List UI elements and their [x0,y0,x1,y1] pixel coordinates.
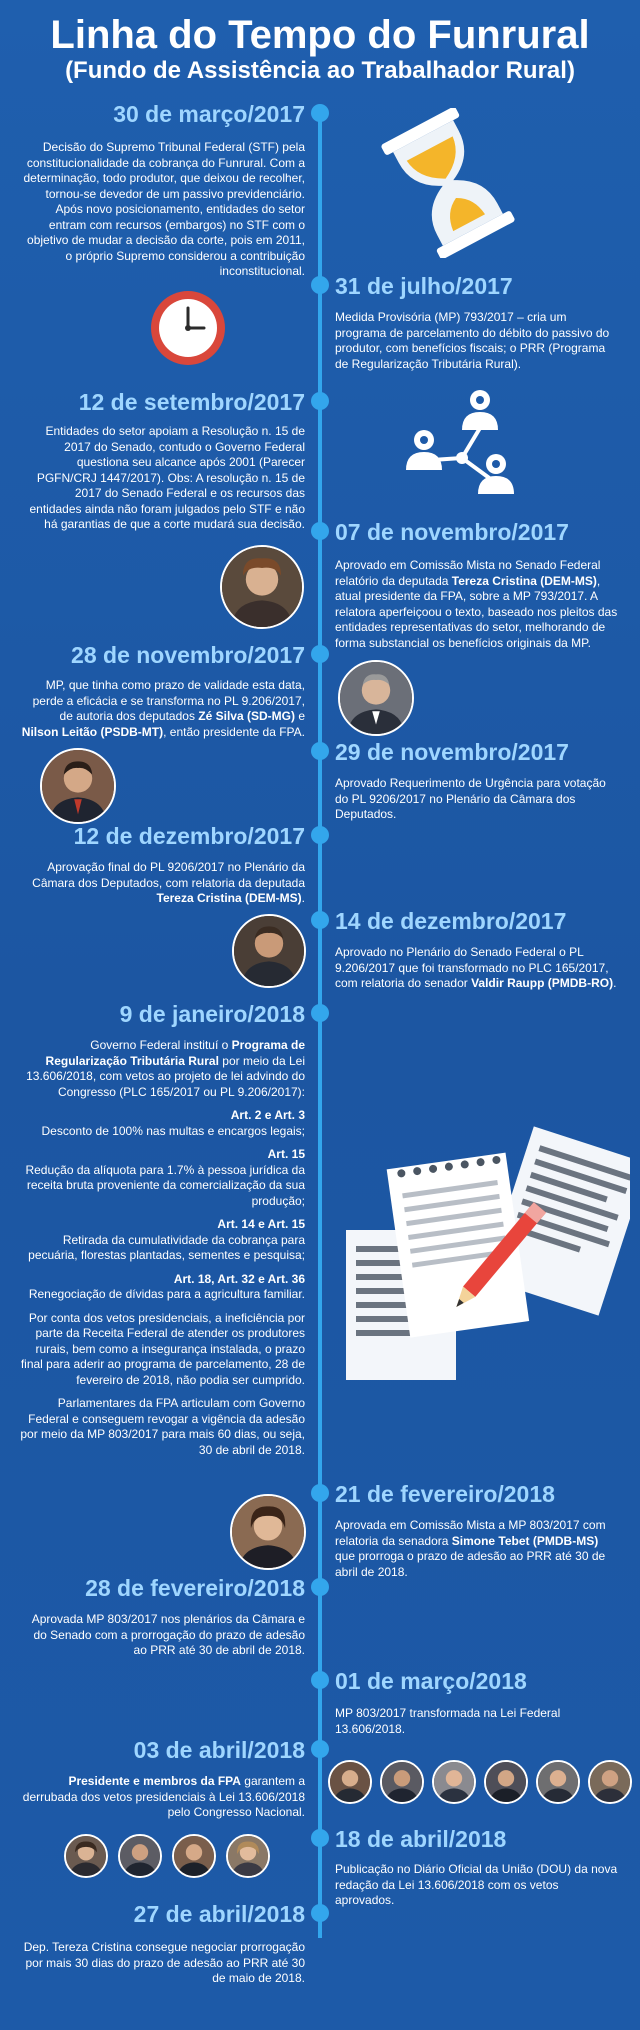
person-photo-avatar [118,1834,162,1878]
hourglass-icon [378,108,518,258]
person-photo-avatar [230,1494,306,1570]
person-photo-avatar [328,1760,372,1804]
article-title: Art. 2 e Art. 3 [230,1108,305,1122]
article-title: Art. 18, Art. 32 e Art. 36 [173,1271,305,1286]
article-text: Renegociação de dívidas para a agricultura familiar. [28,1287,305,1301]
article-text: Retirada da cumulatividade da cobrança para pecuária, florestas plantadas, sementes e pesquisa; [28,1232,305,1262]
paragraph: Por conta dos vetos presidenciais, a ineficiência por parte da Receita Federal de atender os produtores rurais, bem como a insegurança instalada, o prazo final para aderir ao programa de parcelamento, 28 de fevereiro de 2018, não podia ser cumprido. [20,1310,305,1387]
timeline-axis [318,108,322,1938]
timeline-dot [311,1484,329,1502]
event-date: 29 de novembro/2017 [335,739,569,765]
person-photo-avatar [588,1760,632,1804]
article-title: Art. 14 e Art. 15 [217,1217,305,1231]
event-date: 12 de dezembro/2017 [73,823,305,849]
event-text: Medida Provisória (MP) 793/2017 – cria um programa de parcelamento do débito do passivo do produtor, com benefícios fiscais; o PRR (Programa de Regularização Tributária Rural). [335,310,610,371]
timeline-dot [311,276,329,294]
timeline-dot [311,742,329,760]
event-date: 28 de fevereiro/2018 [85,1575,305,1601]
timeline-dot [311,1004,329,1022]
person-photo-avatar [432,1760,476,1804]
person-photo-avatar [484,1760,528,1804]
event-date: 01 de março/2018 [335,1668,527,1694]
event-text: Aprovada em Comissão Mista a MP 803/2017 com relatoria da senadora Simone Tebet (PMDB-MS) que prorroga o prazo de adesão ao PRR até 30 de abril de 2018. [335,1518,606,1579]
network-icon [392,380,532,510]
article-title: Art. 15 [267,1147,305,1161]
event-date: 07 de novembro/2017 [335,519,569,545]
person-photo-avatar [64,1834,108,1878]
event-date: 14 de dezembro/2017 [335,908,567,934]
event-date: 30 de março/2017 [113,101,305,127]
person-photo-avatar [40,748,116,824]
paragraph: Parlamentares da FPA articulam com Governo Federal e conseguem revogar a vigência da adesão por meio da MP 803/2017 para mais 60 dias, ou seja, 30 de abril de 2018. [20,1396,305,1457]
person-photo-avatar [172,1834,216,1878]
timeline-dot [311,392,329,410]
event-text: Entidades do setor apoiam a Resolução n. 15 de 2017 do Senado, contudo o Governo Federal questiona seu alcance após 2001 (Parecer PGFN/CRJ 1447/2017). Obs: A resolução n. 15 de 2017 do Senado Federal e os recursos das entidades ainda não foram julgados pelo STF e não há garantias de que a corte mudará sua decisão. [29,424,305,531]
timeline-dot [311,1578,329,1596]
event-date: 28 de novembro/2017 [71,642,305,668]
event-text: Decisão do Supremo Tribunal Federal (STF) pela constitucionalidade da cobrança do Funrural. Com a determinação, todo produtor, que deixou de recolher, tornou-se devedor de um passivo previdenciário. Após novo posicionamento, entidades do setor entram com recursos (embargos) no STF com o objetivo de mudar a decisão da corte, pois em 2011, o próprio Supremo considerou a contribuição inconstitucional. [23,140,305,278]
event-date: 21 de fevereiro/2018 [335,1481,555,1507]
event-text: Aprovação final do PL 9206/2017 no Plenário da Câmara dos Deputados, com relatoria da deputada Tereza Cristina (DEM-MS). [32,860,305,905]
event-text: Dep. Tereza Cristina consegue negociar prorrogação por mais 30 dias do prazo de adesão ao PRR até 30 de maio de 2018. [23,1940,305,1985]
event-date: 12 de setembro/2017 [78,389,305,415]
page-title: Linha do Tempo do Funrural [50,13,590,57]
timeline-dot [311,1740,329,1758]
timeline-dot [311,911,329,929]
person-photo-avatar [220,545,304,629]
timeline-dot [311,1829,329,1847]
event-date: 9 de janeiro/2018 [119,1001,305,1027]
timeline-dot [311,522,329,540]
event-text: Aprovado Requerimento de Urgência para votação do PL 9206/2017 no Plenário da Câmara dos Deputados. [335,776,606,821]
event-text: Aprovado em Comissão Mista no Senado Federal relatório da deputada Tereza Cristina (DEM-MS), atual presidente da FPA, sobre a MP 793/2017. A relatora aperfeiçoou o texto, baseado nos pleitos das entidades representativas do setor, melhorando de forma substancial os benefícios originais da MP. [335,558,618,650]
article-text: Desconto de 100% nas multas e encargos legais; [41,1123,305,1138]
event-text: Publicação no Diário Oficial da União (DOU) da nova redação da Lei 13.606/2018 com os vetos aprovados. [335,1862,618,1907]
event-text: MP, que tinha como prazo de validade esta data, perde a eficácia e se transforma no PL 9.206/2017, de autoria dos deputados Zé Silva (SD-MG) e Nilson Leitão (PSDB-MT), então presidente da FPA. [21,678,305,739]
event-text: Aprovado no Plenário do Senado Federal o PL 9.206/2017 que foi transformado no PLC 165/2017, com relatoria do senador Valdir Raupp (PMDB-RO). [335,945,617,990]
event-text: MP 803/2017 transformada na Lei Federal 13.606/2018. [335,1706,561,1736]
person-photo-avatar [226,1834,270,1878]
person-photo-avatar [380,1760,424,1804]
event-date: 27 de abril/2018 [133,1901,305,1927]
event-date: 18 de abril/2018 [335,1826,507,1852]
timeline-dot [311,1671,329,1689]
article-text: Redução da alíquota para 1.7% à pessoa jurídica da receita bruta proveniente da comercialização da sua produção; [25,1162,305,1208]
timeline-dot [311,104,329,122]
event-text: Presidente e membros da FPA garantem a derrubada dos vetos presidenciais à Lei 13.606/2018 pelo Congresso Nacional. [22,1774,305,1819]
page-subtitle: (Fundo de Assistência ao Trabalhador Rural) [65,57,575,84]
event-text: Aprovada MP 803/2017 nos plenários da Câmara e do Senado com a prorrogação do prazo de adesão ao PRR até 30 de abril de 2018. [31,1612,305,1657]
event-text: Governo Federal instituí o Programa de Regularização Tributária Rural por meio da Lei 13.606/2018, com vetos ao projeto de lei advindo do Congresso (PLC 165/2017 ou PL 9.206/2017): Art. 2 e Art. 3 Desconto de 100% nas multas e encargos legais; Art. 15 Redução da alíquota para 1.7% à pessoa jurídica da receita bruta proveniente da comercialização da sua produção; Art. 14 e Art. 15 Retirada da cumulatividade da cobrança para pecuária, florestas plantadas, sementes e pesquisa; Art. 18, Art. 32 e Art. 36 Renegociação de dívidas para a agricultura familiar. Por conta dos vetos presidenciais, a ineficiência por parte da Receita Federal de atender os produtores rurais, bem como a insegurança instalada, o prazo final para aderir ao programa de parcelamento, 28 de fevereiro de 2018, não podia ser cumprido. Parlamentares da FPA articulam com Governo Federal e conseguem revogar a vigência da adesão por meio da MP 803/2017 para mais 60 dias, ou seja, 30 de abril de 2018. [20,1038,305,1457]
timeline-dot [311,826,329,844]
person-photo-avatar [536,1760,580,1804]
person-photo-avatar [232,914,306,988]
person-photo-avatar [338,660,414,736]
event-date: 03 de abril/2018 [133,1737,305,1763]
event-date: 31 de julho/2017 [335,273,513,299]
documents-icon [340,1120,630,1390]
timeline-dot [311,1904,329,1922]
clock-icon [148,288,228,368]
timeline-dot [311,645,329,663]
